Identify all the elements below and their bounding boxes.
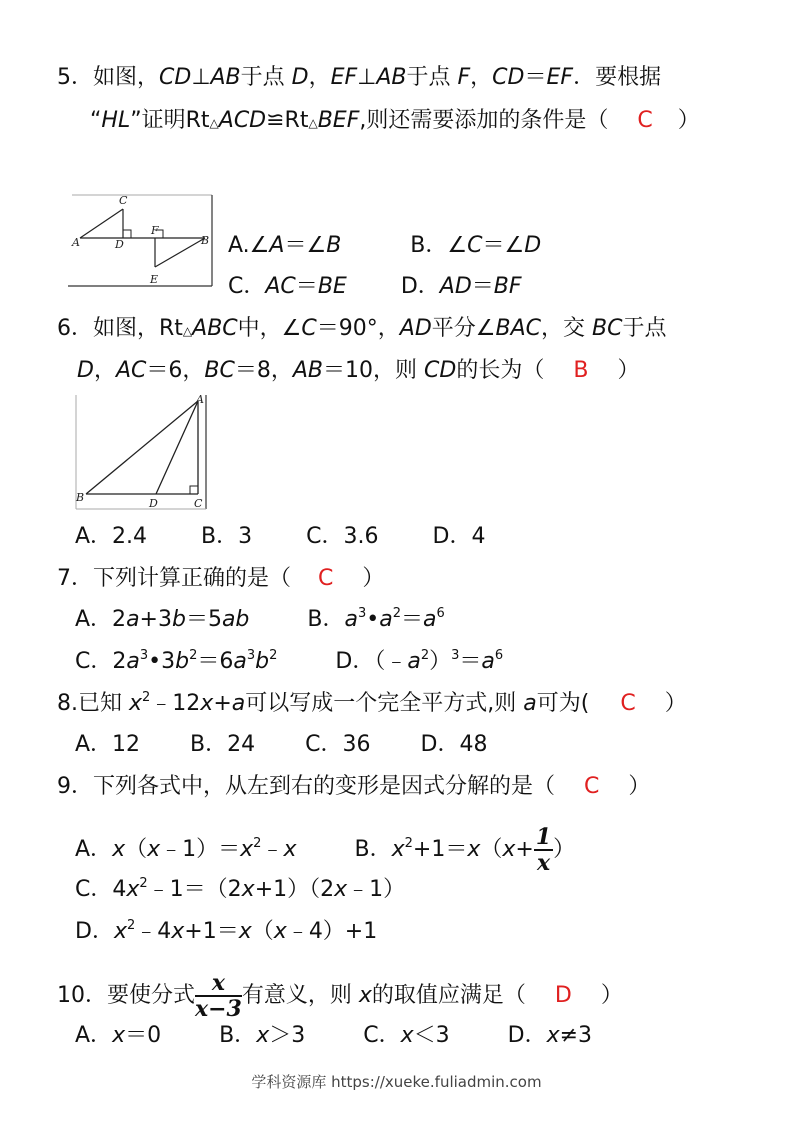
q8-stem: 8.已知 $x^2﹣12x+a$可以写成一个完全平方式,则 a可为( C ） bbox=[57, 690, 687, 716]
q6-stem-line1: 6．如图，Rt△ABC中，∠C＝90°，AD平分∠BAC，交 BC于点 bbox=[57, 316, 667, 341]
q5-options-row1: A.∠A＝∠B B．∠C＝∠D bbox=[228, 233, 542, 258]
q9-stem: 9．下列各式中，从左到右的变形是因式分解的是（ C ） bbox=[57, 774, 651, 799]
q6-answer: B bbox=[573, 358, 589, 383]
q6-stem-line2: D，AC＝6，BC＝8，AB＝10，则 CD的长为（ B ） bbox=[77, 358, 640, 383]
q5-stem-line2: “HL”证明Rt△ACD≌Rt△BEF,则还需要添加的条件是（ C ） bbox=[90, 108, 700, 133]
q6-label-c: C bbox=[194, 497, 203, 510]
q6-label-b: B bbox=[76, 491, 85, 504]
q7-options-row2: C．$2a^3•3b^2=6a^3b^2$ D．$(﹣a^2)^3=a^6$ bbox=[75, 648, 504, 674]
q5-options-row2: C．AC＝BE D．AD＝BF bbox=[228, 274, 522, 299]
q5-label-c: C bbox=[119, 194, 128, 207]
q7-stem: 7．下列计算正确的是（ C ） bbox=[57, 566, 385, 591]
q5-answer: C bbox=[637, 108, 653, 133]
q5-label-b: B bbox=[201, 234, 210, 247]
q5-label-d: D bbox=[115, 238, 124, 251]
q7-options-row1: A．2a+3b＝5ab B．$a^3•a^2=a^6$ bbox=[75, 606, 445, 632]
q6-options: A．2.4 B．3 C．3.6 D．4 bbox=[75, 524, 486, 549]
q5-figure bbox=[68, 190, 218, 290]
q6-figure bbox=[72, 393, 212, 513]
q9-options-row2: C．$4x^2﹣1=(2x+1)(2x﹣1)$ bbox=[75, 876, 406, 902]
q9-options-row3: D．$x^2﹣4x+1=x(x﹣4)+1$ bbox=[75, 918, 378, 944]
q10-fraction: $\frac{x}{x-3}$ bbox=[195, 970, 242, 1022]
q6-label-a: A bbox=[196, 393, 204, 406]
q10-options: A．x＝0 B．x＞3 C．x＜3 D．x≠3 bbox=[75, 1023, 593, 1048]
q5-label-f: F bbox=[151, 224, 159, 237]
q9-options-row1: A．$x(x﹣1)=x^2﹣x$ B．$x^2+1=x(x+$ $\frac{1}{x}$ ） bbox=[75, 824, 576, 876]
q9-answer: C bbox=[584, 774, 600, 799]
q5-label-a: A bbox=[72, 236, 80, 249]
q10-answer: D bbox=[554, 983, 572, 1008]
q8-options: A．12 B．24 C．36 D．48 bbox=[75, 732, 488, 757]
q10-stem: 10．要使分式 $\frac{x}{x-3}$ 有意义，则 x的取值应满足（ D ） bbox=[57, 970, 623, 1022]
q5-label-e: E bbox=[150, 273, 159, 286]
page-footer: 学科资源库 https://xueke.fuliadmin.com bbox=[251, 1073, 542, 1091]
q8-answer: C bbox=[620, 691, 636, 716]
q9-b-fraction: $\frac{1}{x}$ bbox=[535, 824, 552, 876]
q6-label-d: D bbox=[149, 497, 158, 510]
q7-answer: C bbox=[318, 566, 334, 591]
q5-stem-line1: 5．如图，CD⊥AB于点 D，EF⊥AB于点 F，CD＝EF．要根据 bbox=[57, 65, 662, 90]
